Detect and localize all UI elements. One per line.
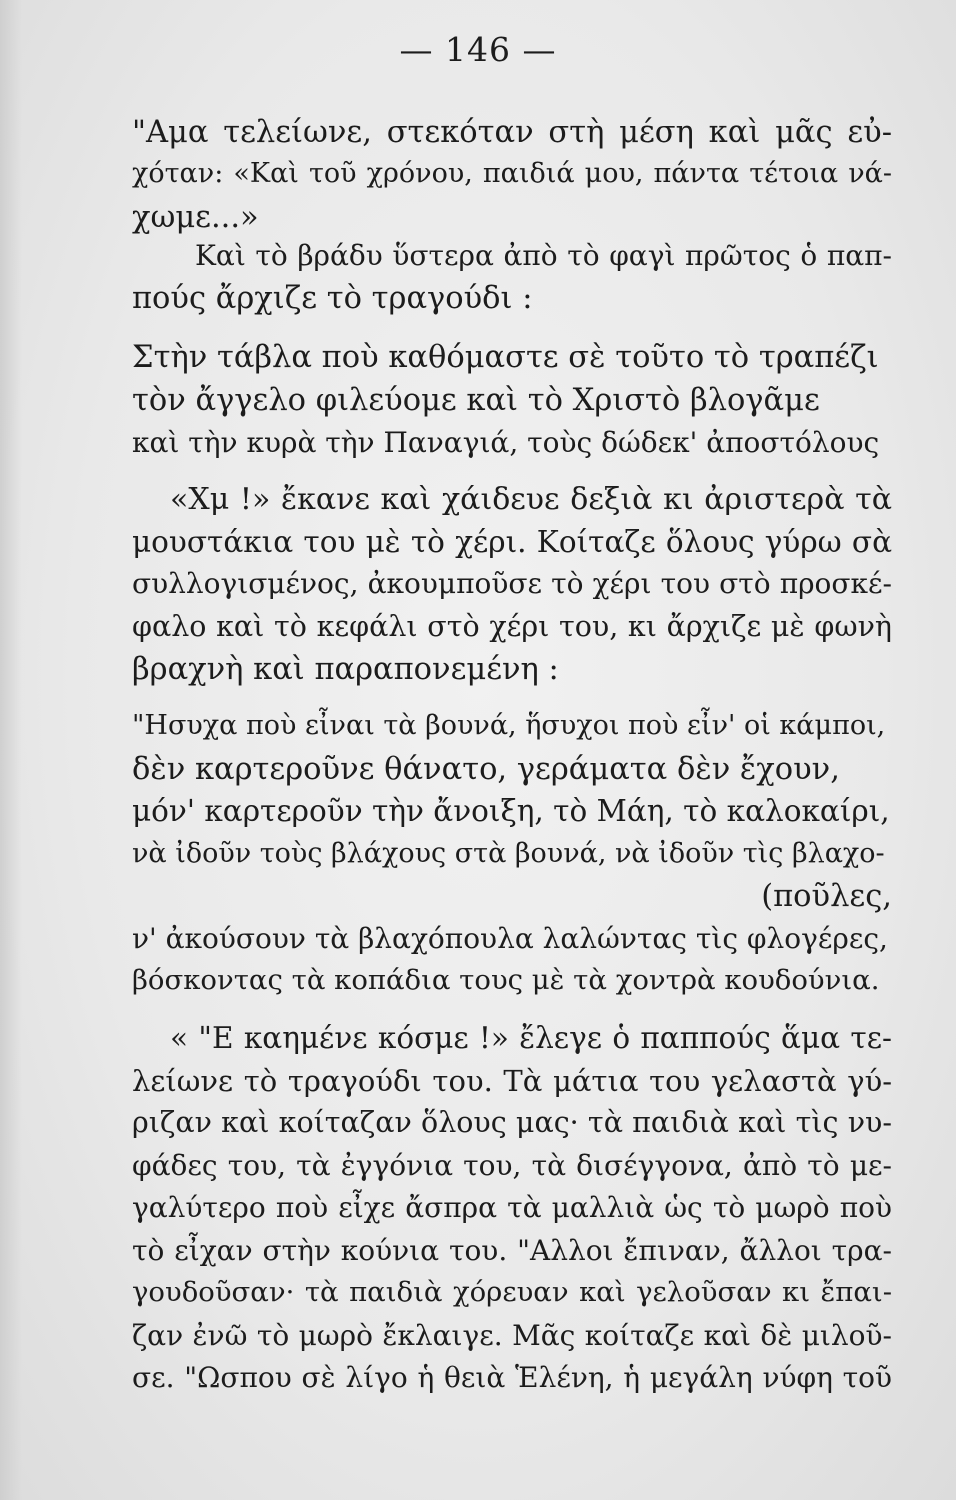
verse-line-2: τὸν ἄγγελο φιλεύομε καὶ τὸ Χριστὸ βλογᾶμε: [132, 383, 820, 418]
text-line-17: γουδοῦσαν· τὰ παιδιὰ χόρευαν καὶ γελοῦσαν κι ἔπαι-: [132, 1276, 892, 1308]
text-line-1: "Αμα τελείωνε, στεκόταν στὴ μέση καὶ μᾶς εὐ-: [132, 115, 892, 150]
verse-line-3: καὶ τὴν κυρὰ τὴν Παναγιά, τοὺς δώδεκ' ἀποστόλους: [132, 426, 880, 459]
text-line-5: πούς ἄρχιζε τὸ τραγούδι :: [132, 281, 533, 316]
text-line-18: ζαν ἐνῶ τὸ μωρὸ ἔκλαιγε. Μᾶς κοίταζε καὶ δὲ μιλοῦ-: [132, 1319, 892, 1352]
text-line-10: βραχνὴ καὶ παραπονεμένη :: [132, 652, 559, 687]
text-line-2: χόταν: «Καὶ τοῦ χρόνου, παιδιά μου, πάντα τέτοια νά-: [132, 158, 892, 189]
page-number: — 146 —: [399, 30, 557, 69]
text-line-19: σε. "Ωσπου σὲ λίγο ἡ θειὰ Ἑλένη, ἡ μεγάλη νύφη τοῦ: [132, 1361, 892, 1394]
verse-line-6: μόν' καρτεροῦν τὴν ἄνοιξη, τὸ Μάη, τὸ καλοκαίρι,: [132, 794, 890, 828]
text-line-12: λείωνε τὸ τραγούδι του. Τὰ μάτια του γελαστὰ γύ-: [132, 1064, 892, 1098]
text-line-8: συλλογισμένος, ἀκουμποῦσε τὸ χέρι του στὸ προσκέ-: [132, 567, 892, 600]
text-line-9: φαλο καὶ τὸ κεφάλι στὸ χέρι του, κι ἄρχιζε μὲ φωνὴ: [132, 610, 892, 643]
text-line-13: ριζαν καὶ κοίταζαν ὅλους μας· τὰ παιδιὰ καὶ τὶς νυ-: [132, 1106, 892, 1139]
text-line-16: τὸ εἶχαν στὴν κούνια του. "Αλλοι ἔπιναν, ἄλλοι τρα-: [132, 1234, 892, 1267]
verse-line-9: βόσκοντας τὰ κοπάδια τους μὲ τὰ χοντρὰ κουδούνια.: [132, 964, 880, 996]
page-gutter-shadow: [0, 0, 22, 1500]
text-line-3: χωμε...»: [132, 200, 259, 235]
verse-line-7: νὰ ἰδοῦν τοὺς βλάχους στὰ βουνά, νὰ ἰδοῦν τὶς βλαχο-: [132, 838, 885, 869]
verse-line-5: δὲν καρτεροῦνε θάνατο, γεράματα δὲν ἔχουν,: [132, 752, 840, 787]
text-line-7: μουστάκια του μὲ τὸ χέρι. Κοίταζε ὅλους γύρω σὰ: [132, 525, 892, 559]
text-line-14: φάδες του, τὰ ἐγγόνια του, τὰ δισέγγονα, ἀπὸ τὸ με-: [132, 1149, 892, 1182]
text-line-15: γαλύτερο ποὺ εἶχε ἄσπρα τὰ μαλλιὰ ὡς τὸ μωρὸ ποὺ: [132, 1191, 892, 1224]
verse-line-7-continuation: (ποῦλες,: [761, 879, 892, 914]
verse-line-4: "Ησυχα ποὺ εἶναι τὰ βουνά, ἥσυχοι ποὺ εἶν' οἱ κάμποι,: [132, 710, 886, 741]
verse-line-8: ν' ἀκούσουν τὰ βλαχόπουλα λαλώντας τὶς φλογέρες,: [132, 922, 888, 955]
verse-line-1: Στὴν τάβλα ποὺ καθόμαστε σὲ τοῦτο τὸ τραπέζι: [132, 340, 879, 375]
text-line-6: «Χμ !» ἔκανε καὶ χάιδευε δεξιὰ κι ἀριστερὰ τὰ: [170, 482, 892, 517]
text-line-4: Καὶ τὸ βράδυ ὕστερα ἀπὸ τὸ φαγὶ πρῶτος ὁ παπ-: [195, 239, 892, 272]
text-line-11: « "Ε καημένε κόσμε !» ἔλεγε ὁ παππούς ἅμα τε-: [170, 1021, 892, 1055]
